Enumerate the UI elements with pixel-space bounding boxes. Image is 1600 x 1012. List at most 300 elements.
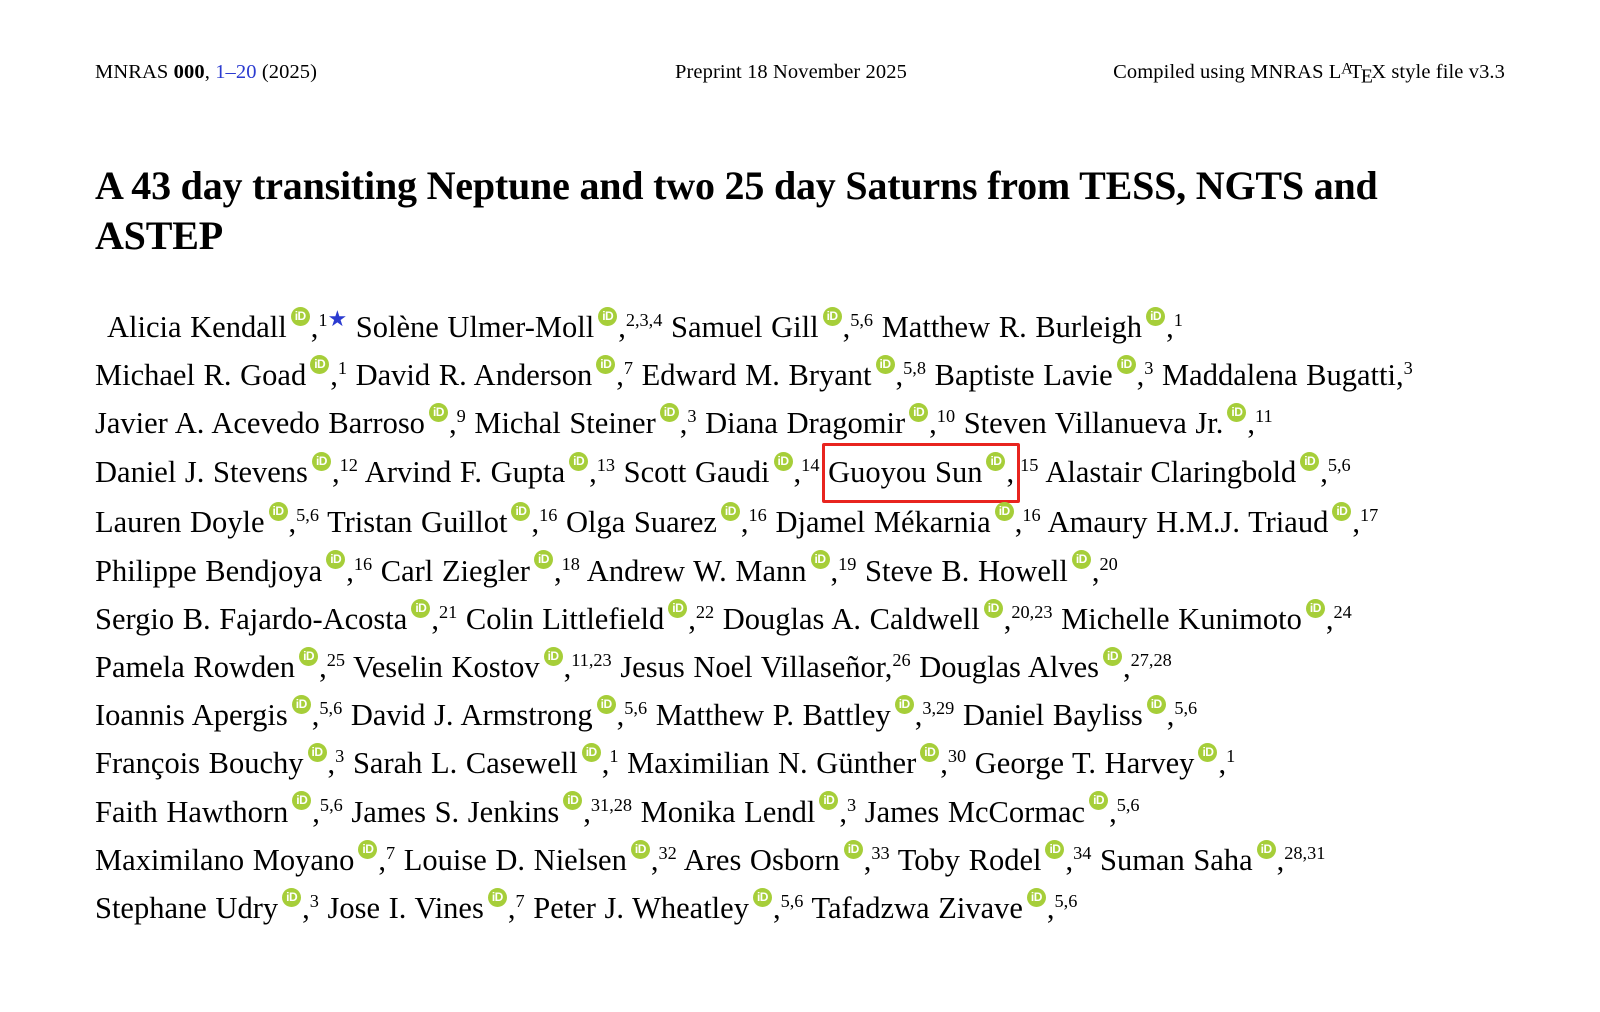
- author-entry: [898, 843, 1092, 877]
- affiliation-marker: 30: [947, 746, 967, 767]
- author-name: Diana Dragomir: [705, 406, 906, 441]
- author-entry: [353, 746, 619, 780]
- author-name-wrap: [882, 310, 1174, 344]
- author-name: Steve B. Howell: [865, 553, 1068, 588]
- author-name: Carl Ziegler: [380, 553, 530, 588]
- affiliation-marker: 1: [1173, 309, 1183, 330]
- author-separator: ,: [288, 505, 297, 540]
- orcid-icon[interactable]: [721, 502, 740, 521]
- orcid-icon[interactable]: [660, 403, 679, 422]
- author-name-wrap: [95, 746, 335, 780]
- author-name: Daniel Bayliss: [962, 698, 1143, 733]
- author-name: Toby Rodel: [897, 842, 1042, 877]
- author-name: Solène Ulmer-Moll: [355, 309, 595, 344]
- author-entry: [566, 505, 767, 539]
- author-name-wrap: [353, 746, 609, 780]
- author-entry: [95, 795, 343, 829]
- author-separator: ,: [1003, 601, 1012, 636]
- author-name: Javier A. Acevedo Barroso: [95, 406, 425, 441]
- orcid-icon[interactable]: [312, 452, 331, 471]
- author-name: Michal Steiner: [474, 406, 656, 441]
- affiliation-marker: 11: [1255, 405, 1273, 426]
- author-separator: ,: [327, 746, 336, 781]
- orcid-icon[interactable]: [1198, 743, 1217, 762]
- orcid-icon[interactable]: [1257, 840, 1276, 859]
- author-name-wrap: [356, 358, 624, 392]
- author-name: Baptiste Lavie: [934, 357, 1113, 392]
- author-name-wrap: [935, 358, 1145, 392]
- author-entry: [828, 455, 1038, 489]
- author-name-wrap: [365, 455, 597, 489]
- affiliation-marker: 5,6: [850, 309, 874, 330]
- author-name-wrap: [566, 505, 749, 539]
- author-name: Veselin Kostov: [353, 650, 540, 684]
- author-separator: ,: [1352, 505, 1360, 540]
- affiliation-marker: 21: [438, 601, 458, 622]
- affiliation-marker: 1: [337, 357, 347, 378]
- affiliation-marker: 5,6: [1054, 890, 1078, 911]
- author-name: Maximilian N. Günther: [627, 746, 917, 781]
- running-head-left: MNRAS 000, 1–20 (2025): [95, 61, 318, 83]
- author-separator: ,: [319, 650, 327, 684]
- author-entry: [723, 602, 1053, 636]
- affiliation-marker: 19: [838, 553, 857, 574]
- affiliation-marker: 17: [1359, 505, 1379, 526]
- author-separator: ,: [330, 357, 338, 392]
- affiliation-marker: 1: [609, 746, 619, 767]
- author-separator: ,: [563, 650, 572, 684]
- orcid-icon[interactable]: [844, 840, 863, 859]
- author-entry: [705, 406, 955, 440]
- author-name: Guoyou Sun: [828, 455, 983, 490]
- running-head: [95, 60, 1505, 88]
- orcid-icon[interactable]: [995, 502, 1014, 521]
- author-entry: [963, 698, 1197, 732]
- author-entry: [587, 554, 857, 588]
- preprint-date: Preprint 18 November 2025: [675, 61, 907, 83]
- affiliation-marker: 3: [846, 794, 857, 815]
- author-separator: ,: [1046, 890, 1055, 925]
- orcid-icon[interactable]: [986, 452, 1005, 471]
- author-name: Arvind F. Gupta: [364, 455, 566, 490]
- affiliation-marker: 12: [339, 455, 358, 476]
- author-name-wrap: [95, 602, 439, 636]
- affiliation-marker: 15: [1020, 455, 1039, 476]
- orcid-icon[interactable]: [895, 695, 914, 714]
- affiliation-marker: 1: [318, 309, 328, 330]
- orcid-icon[interactable]: [1332, 502, 1351, 521]
- author-separator: ,: [1065, 842, 1074, 877]
- orcid-icon[interactable]: [411, 599, 430, 618]
- affiliation-marker: 32: [658, 842, 677, 863]
- orcid-icon[interactable]: [358, 840, 377, 859]
- author-separator: ,: [589, 455, 597, 490]
- author-name-wrap: [627, 746, 948, 780]
- author-entry: [865, 554, 1118, 588]
- volume-number: 000: [173, 61, 205, 83]
- author-entry: [95, 455, 358, 489]
- author-name: Edward M. Bryant: [641, 357, 872, 392]
- author-entry: [95, 554, 372, 588]
- author-name: Ioannis Apergis: [95, 698, 288, 733]
- author-name: James McCormac: [864, 794, 1086, 829]
- orcid-icon[interactable]: [429, 403, 448, 422]
- author-separator: ,: [378, 842, 386, 877]
- author-separator: ,: [914, 698, 923, 733]
- author-entry: [882, 310, 1183, 344]
- author-entry: [919, 650, 1172, 684]
- author-name-wrap: [1162, 358, 1404, 392]
- author-separator: ,: [895, 357, 904, 392]
- author-name: Suman Saha: [1100, 842, 1253, 877]
- author-name: Amaury H.M.J. Triaud: [1047, 505, 1329, 540]
- author-name: Michael R. Goad: [95, 357, 307, 392]
- orcid-icon[interactable]: [299, 647, 318, 666]
- author-separator: ,: [1166, 698, 1175, 733]
- author-name-wrap: [963, 698, 1174, 732]
- author-name-wrap: [587, 554, 838, 588]
- orcid-icon[interactable]: [1146, 307, 1165, 326]
- author-name: Matthew R. Burleigh: [881, 309, 1143, 344]
- orcid-icon[interactable]: [269, 502, 288, 521]
- author-name: David J. Armstrong: [350, 698, 593, 733]
- affiliation-marker: 7: [515, 890, 525, 911]
- affiliation-marker: 5,6: [319, 698, 343, 719]
- author-name-wrap: [1100, 843, 1284, 877]
- affiliation-marker: 16: [748, 505, 767, 526]
- affiliation-marker: 31,28: [590, 794, 633, 815]
- author-separator: ,: [618, 309, 626, 344]
- author-name: Pamela Rowden: [95, 650, 296, 684]
- latex-suffix: X style file v3.3: [1371, 61, 1505, 83]
- author-name: Lauren Doyle: [95, 505, 265, 540]
- author-entry: [95, 698, 342, 732]
- orcid-icon[interactable]: [597, 695, 616, 714]
- compiled-prefix: Compiled using MNRAS L: [1113, 61, 1342, 83]
- author-separator: ,: [1091, 553, 1100, 588]
- author-name: Philippe Bendjoya: [95, 553, 323, 588]
- affiliation-marker: 33: [871, 842, 890, 863]
- author-name: François Bouchy: [95, 746, 304, 781]
- affiliation-marker: 5,6: [319, 794, 343, 815]
- author-entry: [351, 795, 632, 829]
- affiliation-marker: 11,23: [571, 649, 612, 670]
- author-entry: [1162, 358, 1413, 392]
- orcid-icon[interactable]: [569, 452, 588, 471]
- author-entry: [865, 795, 1140, 829]
- affiliation-marker: 5,6: [1116, 794, 1140, 815]
- author-name: Scott Gaudi: [623, 455, 770, 490]
- author-name: Louise D. Nielsen: [403, 842, 627, 877]
- orcid-icon[interactable]: [1147, 695, 1166, 714]
- author-name-wrap: [95, 358, 338, 392]
- orcid-icon[interactable]: [308, 743, 327, 762]
- author-entry: [356, 358, 633, 392]
- affiliation-marker: 16: [1022, 505, 1041, 526]
- author-name: Matthew P. Battley: [655, 698, 891, 733]
- author-name: Monika Lendl: [640, 794, 816, 829]
- author-separator: ,: [929, 406, 937, 441]
- author-name: Sarah L. Casewell: [352, 746, 578, 781]
- author-entry: [1048, 505, 1379, 539]
- orcid-icon[interactable]: [631, 840, 650, 859]
- journal-name: MNRAS: [95, 61, 169, 83]
- orcid-icon[interactable]: [326, 550, 345, 569]
- orcid-icon[interactable]: [920, 743, 939, 762]
- author-list: [95, 303, 1425, 932]
- orcid-icon[interactable]: [596, 355, 615, 374]
- author-separator: ,: [311, 698, 320, 733]
- orcid-icon[interactable]: [753, 888, 772, 907]
- author-name: Samuel Gill: [671, 309, 819, 344]
- author-separator: ,: [302, 890, 310, 925]
- author-name: Andrew W. Mann: [586, 553, 807, 588]
- affiliation-marker: 5,8: [903, 357, 927, 378]
- author-name: Peter J. Wheatley: [533, 890, 749, 925]
- author-separator: ,: [772, 890, 781, 925]
- author-name-wrap: [1045, 455, 1328, 489]
- author-entry: [620, 650, 910, 684]
- author-name: Ares Osborn: [683, 842, 840, 877]
- author-name-wrap: [1048, 505, 1360, 539]
- orcid-icon[interactable]: [819, 791, 838, 810]
- author-name: Djamel Mékarnia: [775, 505, 991, 540]
- author-separator: ,: [842, 309, 851, 344]
- author-name-wrap: [328, 891, 516, 925]
- affiliation-marker: 24: [1333, 601, 1352, 622]
- latex-t: T: [1349, 61, 1363, 83]
- affiliation-marker: 5,6: [1174, 698, 1198, 719]
- author-name: Sergio B. Fajardo-Acosta: [95, 601, 408, 636]
- orcid-icon[interactable]: [310, 355, 329, 374]
- affiliation-marker: 9: [456, 405, 466, 426]
- author-entry: [533, 891, 803, 925]
- author-name: Alicia Kendall: [107, 309, 287, 344]
- author-name-wrap: [641, 795, 847, 829]
- orcid-icon[interactable]: [1072, 550, 1091, 569]
- orcid-icon[interactable]: [1227, 403, 1246, 422]
- author-name-wrap: [919, 650, 1130, 684]
- author-entry: [642, 358, 926, 392]
- orcid-icon[interactable]: [823, 307, 842, 326]
- author-separator: ,: [1325, 601, 1334, 636]
- affiliation-marker: 5,6: [296, 505, 320, 526]
- orcid-icon[interactable]: [488, 888, 507, 907]
- author-name: James S. Jenkins: [351, 794, 560, 829]
- author-name-wrap: [351, 698, 624, 732]
- author-name-wrap: [975, 746, 1226, 780]
- author-entry: [327, 505, 557, 539]
- author-name-wrap: [620, 650, 892, 684]
- author-name: Maximilano Moyano: [95, 842, 355, 877]
- author-entry: [95, 843, 395, 877]
- author-entry: [935, 358, 1154, 392]
- author-separator: ,: [448, 406, 457, 441]
- author-separator: ,: [793, 455, 802, 490]
- author-separator: ,: [1109, 794, 1117, 829]
- author-entry: [95, 650, 345, 684]
- author-name-wrap: [624, 455, 802, 489]
- orcid-icon[interactable]: [876, 355, 895, 374]
- author-name: David R. Anderson: [355, 357, 593, 392]
- author-entry: [1100, 843, 1325, 877]
- author-separator: ,: [312, 794, 320, 829]
- latex-e: E: [1360, 65, 1373, 88]
- author-separator: ,: [616, 698, 625, 733]
- author-name-wrap: [474, 406, 687, 440]
- author-name: Jesus Noel Villaseñor,: [620, 650, 893, 684]
- author-separator: ,: [431, 601, 439, 636]
- author-name-wrap: [775, 505, 1022, 539]
- author-name-wrap: [898, 843, 1073, 877]
- author-name-wrap: [356, 310, 626, 344]
- author-separator: ,: [331, 455, 340, 490]
- author-entry: [812, 891, 1078, 925]
- author-entry: [775, 505, 1040, 539]
- author-name: Daniel J. Stevens: [95, 455, 308, 490]
- affiliation-marker: 1: [1226, 746, 1236, 767]
- author-entry: [95, 891, 319, 925]
- orcid-icon[interactable]: [811, 550, 830, 569]
- author-separator: ,: [346, 553, 354, 588]
- author-name-wrap: [684, 843, 872, 877]
- author-entry: [353, 650, 612, 684]
- author-entry: [95, 505, 319, 539]
- page-title: A 43 day transiting Neptune and two 25 day Saturns from TESS, NGTS and ASTEP: [95, 162, 1378, 258]
- orcid-icon[interactable]: [1027, 888, 1046, 907]
- author-name-wrap: [865, 795, 1117, 829]
- author-separator: ,: [1395, 357, 1404, 392]
- affiliation-marker: 14: [801, 455, 820, 476]
- author-entry: [381, 554, 580, 588]
- author-name: Faith Hawthorn: [95, 794, 289, 829]
- author-entry: [356, 310, 663, 344]
- affiliation-marker: 3: [335, 746, 345, 767]
- affiliation-marker: 26: [892, 649, 911, 670]
- author-name-wrap: [466, 602, 696, 636]
- author-name-wrap: [723, 602, 1012, 636]
- author-entry: [95, 602, 457, 636]
- author-name: Colin Littlefield: [465, 601, 665, 636]
- author-entry: [466, 602, 714, 636]
- author-name: Douglas Alves: [919, 650, 1099, 684]
- orcid-icon[interactable]: [582, 743, 601, 762]
- author-separator: ,: [650, 842, 659, 877]
- orcid-icon[interactable]: [774, 452, 793, 471]
- corresponding-author-star: ★: [327, 305, 348, 331]
- author-name-wrap: [1061, 602, 1333, 636]
- author-name: Tristan Guillot: [327, 505, 508, 540]
- author-separator: ,: [1166, 309, 1174, 344]
- author-separator: ,: [616, 357, 624, 392]
- author-name-wrap: [327, 505, 539, 539]
- orcid-icon[interactable]: [668, 599, 687, 618]
- orcid-icon[interactable]: [511, 502, 530, 521]
- affiliation-marker: 25: [326, 649, 345, 670]
- affiliation-marker: 2,3,4: [625, 309, 663, 330]
- author-entry: [1045, 455, 1350, 489]
- author-separator: ,: [553, 553, 562, 588]
- author-entry: [95, 746, 344, 780]
- author-separator: ,: [940, 746, 948, 781]
- author-name: Tafadzwa Zivave: [811, 890, 1023, 925]
- orcid-icon[interactable]: [282, 888, 301, 907]
- author-entry: [95, 406, 466, 440]
- affiliation-marker: 3: [1144, 357, 1154, 378]
- author-name-wrap: [964, 406, 1255, 440]
- author-entry: [964, 406, 1273, 440]
- author-entry: [656, 698, 955, 732]
- affiliation-marker: 5,6: [780, 890, 804, 911]
- highlighted-author: [822, 447, 1020, 498]
- author-separator: ,: [1276, 842, 1285, 877]
- orcid-icon[interactable]: [292, 695, 311, 714]
- author-name-wrap: [351, 795, 591, 829]
- orcid-icon[interactable]: [1103, 647, 1122, 666]
- orcid-icon[interactable]: [1306, 599, 1325, 618]
- author-separator: ,: [1136, 357, 1145, 392]
- author-entry: [404, 843, 677, 877]
- author-separator: ,: [839, 794, 847, 829]
- author-entry: [641, 795, 856, 829]
- author-name-wrap: [642, 358, 903, 392]
- author-name-wrap: [705, 406, 937, 440]
- orcid-icon[interactable]: [1045, 840, 1064, 859]
- orcid-icon[interactable]: [291, 307, 310, 326]
- affiliation-marker: 3: [309, 890, 319, 911]
- orcid-icon[interactable]: [292, 791, 311, 810]
- author-name-wrap: [95, 554, 354, 588]
- author-name-wrap: [812, 891, 1055, 925]
- author-entry: [975, 746, 1235, 780]
- orcid-icon[interactable]: [563, 791, 582, 810]
- page-range-link[interactable]: 1–20: [215, 61, 257, 83]
- orcid-icon[interactable]: [544, 647, 563, 666]
- latex-a: A: [1341, 60, 1353, 78]
- affiliation-marker: 7: [623, 357, 634, 378]
- author-entry: [474, 406, 696, 440]
- orcid-icon[interactable]: [1117, 355, 1136, 374]
- author-separator: ,: [830, 553, 839, 588]
- affiliation-marker: 16: [353, 553, 373, 574]
- author-separator: ,: [1247, 406, 1255, 441]
- orcid-icon[interactable]: [1089, 791, 1108, 810]
- affiliation-marker: 16: [539, 505, 558, 526]
- orcid-icon[interactable]: [984, 599, 1003, 618]
- affiliation-marker: 18: [561, 553, 580, 574]
- author-name-wrap: [95, 505, 296, 539]
- author-entry: [1061, 602, 1352, 636]
- orcid-icon[interactable]: [598, 307, 617, 326]
- author-name-wrap: [95, 650, 327, 684]
- author-entry: [95, 358, 347, 392]
- affiliation-marker: 20,23: [1011, 601, 1053, 622]
- author-name-wrap: [656, 698, 923, 732]
- author-name-wrap: [95, 406, 457, 440]
- author-separator: ,: [601, 746, 610, 781]
- author-separator: ,: [688, 601, 696, 636]
- affiliation-marker: 13: [596, 455, 616, 476]
- orcid-icon[interactable]: [1300, 452, 1319, 471]
- orcid-icon[interactable]: [534, 550, 553, 569]
- author-entry: [95, 305, 348, 344]
- author-name-wrap: [671, 310, 850, 344]
- author-entry: [671, 310, 873, 344]
- orcid-icon[interactable]: [909, 403, 928, 422]
- affiliation-marker: 28,31: [1284, 842, 1326, 863]
- affiliation-marker: 3,29: [922, 698, 955, 719]
- compiled-note: [1075, 60, 1505, 88]
